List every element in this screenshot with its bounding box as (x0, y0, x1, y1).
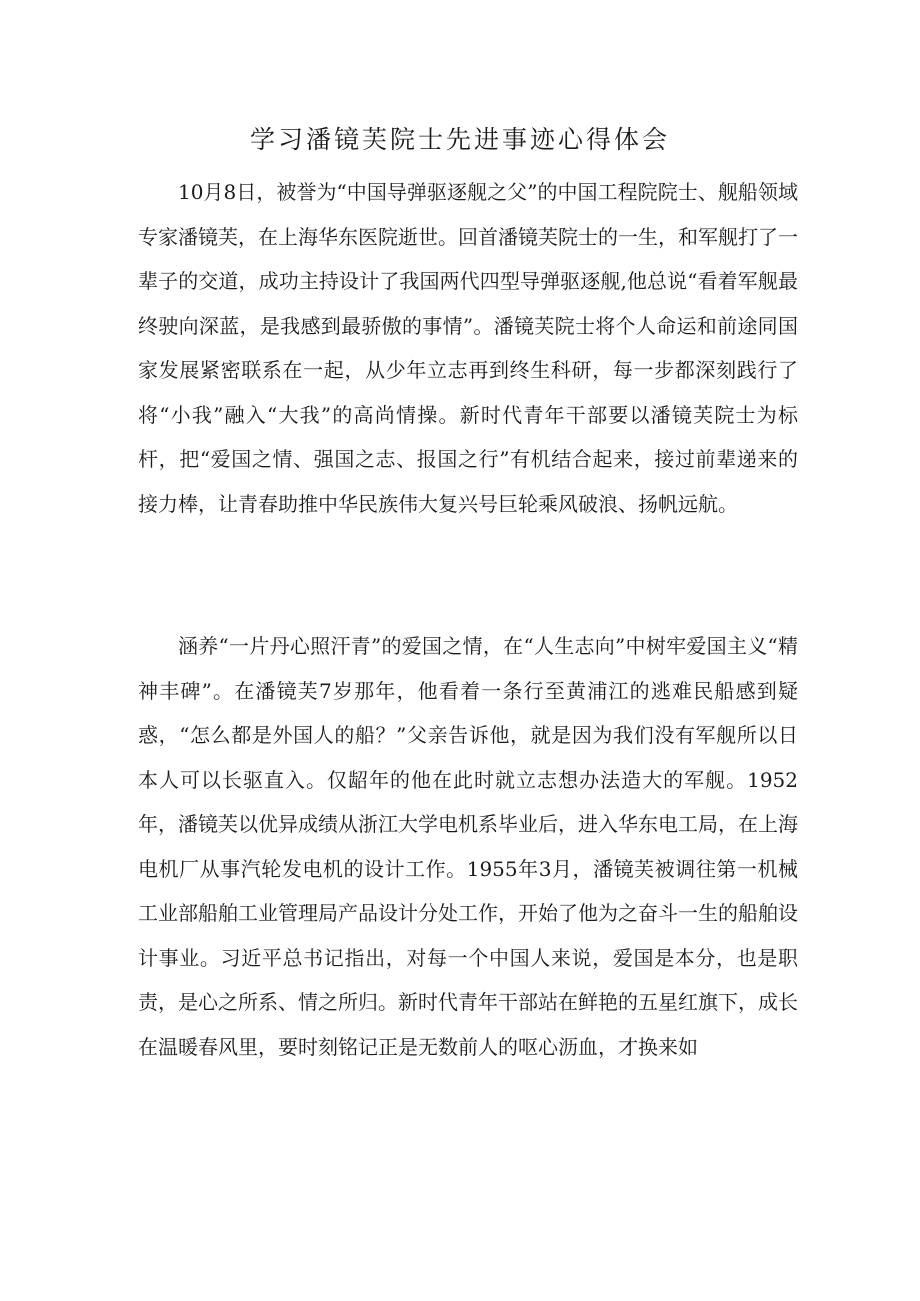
paragraph-1: 10月8日，被誉为“中国导弹驱逐舰之父”的中国工程院院士、舰船领域专家潘镜芙，在上海华东医院逝世。回首潘镜芙院士的一生，和军舰打了一辈子的交道，成功主持设计了我国两代四型导弹驱逐舰,他总说“看着军舰最终驶向深蓝，是我感到最骄傲的事情”。潘镜芙院士将个人命运和前途同国家发展紧密联系在一起，从少年立志再到终生科研，每一步都深刻践行了将“小我”融入“大我”的高尚情操。新时代青年干部要以潘镜芙院士为标杆，把“爱国之情、强国之志、报国之行”有机结合起来，接过前辈递来的接力棒，让青春助推中华民族伟大复兴号巨轮乘风破浪、扬帆远航。 (138, 180, 798, 516)
paragraph-2: 涵养“一片丹心照汗青”的爱国之情，在“人生志向”中树牢爱国主义“精神丰碑”。在潘镜芙7岁那年，他看着一条行至黄浦江的逃难民船感到疑惑，“怎么都是外国人的船？”父亲告诉他，就是因为我们没有军舰所以日本人可以长驱直入。仅龆年的他在此时就立志想办法造大的军舰。1952年，潘镜芙以优异成绩从浙江大学电机系毕业后，进入华东电工局，在上海电机厂从事汽轮发电机的设计工作。1955年3月，潘镜芙被调往第一机械工业部船舶工业管理局产品设计分处工作，开始了他为之奋斗一生的船舶设计事业。习近平总书记指出，对每一个中国人来说，爱国是本分，也是职责，是心之所系、情之所归。新时代青年干部站在鲜艳的五星红旗下，成长在温暖春风里，要时刻铭记正是无数前人的呕心沥血，才换来如 (138, 634, 798, 1059)
document-title: 学习潘镜芙院士先进事迹心得体会 (249, 125, 670, 154)
